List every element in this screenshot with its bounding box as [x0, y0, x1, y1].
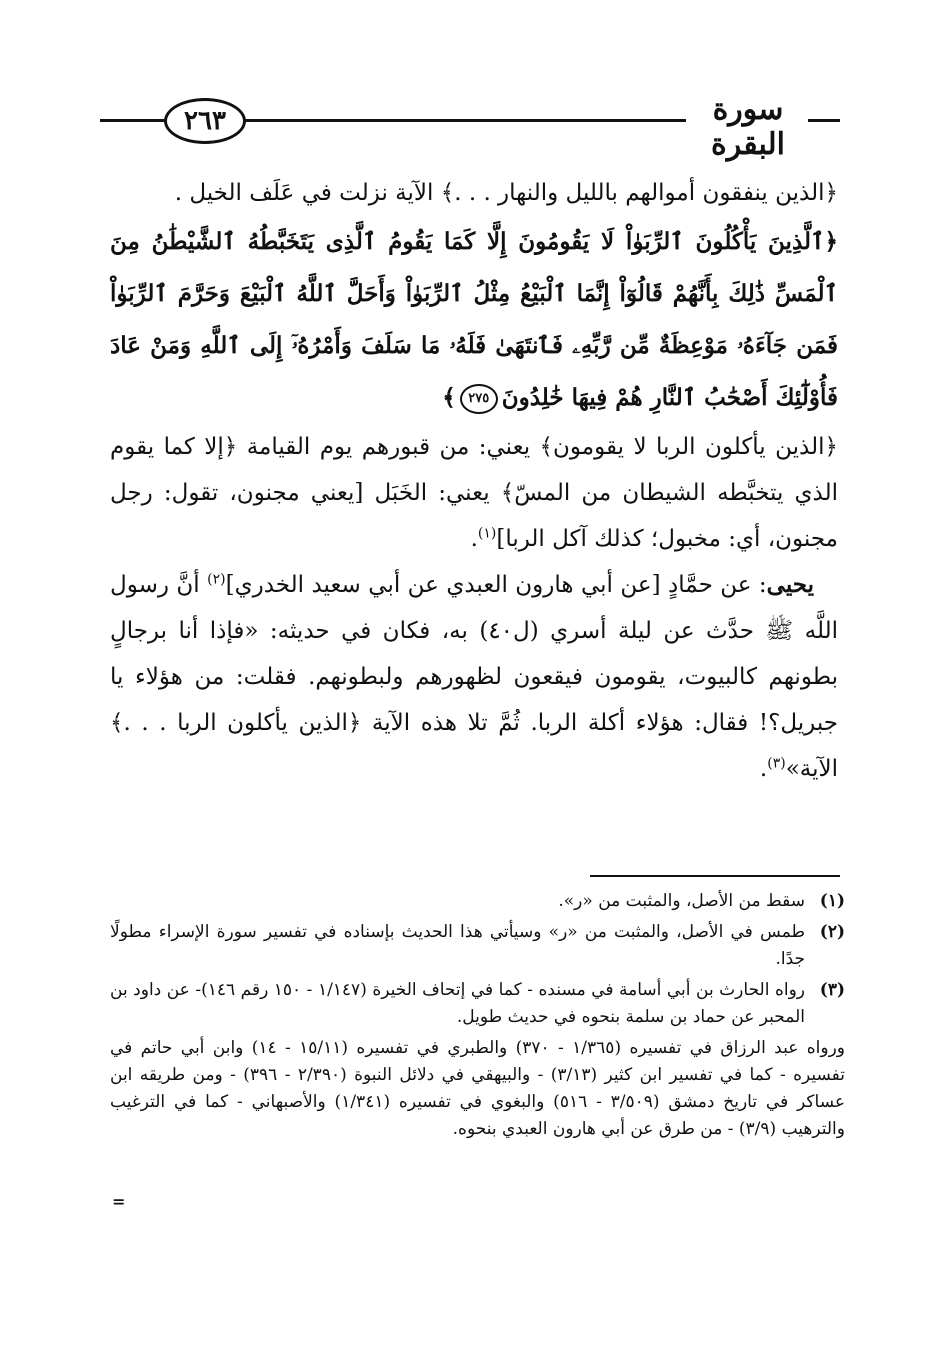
body-text	[110, 170, 838, 792]
footnote-1	[110, 888, 845, 915]
footnote-text: طمس في الأصل، والمثبت من «ر» وسيأتي هذا الحديث بإسناده في تفسير سورة الإسراء مطولًا جدًا.	[110, 922, 805, 969]
paragraph-3-end: .	[759, 756, 768, 782]
speaker-name: يحيى	[766, 571, 815, 598]
page-header	[100, 92, 840, 162]
paragraph-2	[110, 424, 838, 562]
header-rule-left	[100, 119, 170, 122]
footnote-text: سقط من الأصل، والمثبت من «ر».	[558, 891, 805, 911]
paragraph-3-part-a: : عن حمَّادٍ [عن أبي هارون العبدي عن أبي سعيد الخدري]	[225, 572, 767, 598]
footnote-ref-2[interactable]: (٢)	[207, 571, 226, 588]
footnote-text: رواه الحارث بن أبي أسامة في مسنده - كما في إتحاف الخيرة (١/١٤٧ - ١٥٠ رقم ١٤٦)- عن داود بن المحبر عن حماد بن سلمة بنحوه في حديث طويل.	[110, 980, 805, 1027]
footnote-3	[110, 977, 845, 1031]
paragraph-3-part-b: أنَّ رسول اللَّه ﷺ حدَّث عن ليلة أسري (ل٤٠) به، فكان في حديثه: «فإذا أنا برجالٍ بطونهم كالبيوت، يقومون فيقعون لظهورهم ولبطونهم. فقلت: من هؤلاء يا جبريل؟! فقال: هؤلاء أكلة الربا. ثُمَّ تلا هذه الآية ﴿الذين يأكلون الربا . . .﴾ الآية»	[110, 572, 839, 782]
footnote-2	[110, 919, 845, 973]
footnote-number: (٢)	[819, 922, 845, 942]
surah-title: سورة البقرة	[688, 92, 808, 162]
paragraph-2-end: .	[470, 526, 478, 552]
continuation-mark: =	[112, 1192, 126, 1211]
footnote-3-continuation: ورواه عبد الرزاق في تفسيره (١/٣٦٥ - ٣٧٠) والطبري في تفسيره (١٥/١١ - ١٤) وابن أبي حاتم في تفسيره - كما في تفسير ابن كثير (٣/١٣) - والبيهقي في دلائل النبوة (٢/٣٩٠ - ٣٩٦) - ومن طريقه ابن عساكر في تاريخ دمشق (٣/٥٠٩ - ٥١٦) والبغوي في تفسيره (١/٣٤١) والأصبهاني - كما في الترغيب والترهيب (٣/٩) - من طرق عن أبي هارون العبدي بنحوه.	[110, 1038, 846, 1139]
footnote-ref-1[interactable]: (١)	[477, 525, 497, 542]
header-rule-middle	[238, 119, 686, 122]
footnotes	[110, 888, 845, 1143]
paragraph-3	[110, 562, 838, 792]
ayah-number-marker: ٢٧٥	[460, 384, 498, 414]
header-rule-right	[808, 119, 840, 122]
footnote-number: (٣)	[819, 980, 845, 1000]
footnote-number: (١)	[819, 891, 845, 911]
quran-verse: ﴿ٱلَّذِينَ يَأْكُلُونَ ٱلرِّبَوٰاْ لَا يَقُومُونَ إِلَّا كَمَا يَقُومُ ٱلَّذِى يَتَخَبَّطُهُ ٱلشَّيْطَٰنُ مِنَ ٱلْمَسِّ ذَٰلِكَ بِأَنَّهُمْ قَالُوٓاْ إِنَّمَا ٱلْبَيْعُ مِثْلُ ٱلرِّبَوٰاْ وَأَحَلَّ ٱللَّهُ ٱلْبَيْعَ وَحَرَّمَ ٱلرِّبَوٰاْ فَمَن جَآءَهُۥ مَوْعِظَةٌ مِّن رَّبِّهِۦ فَٱنتَهَىٰ فَلَهُۥ مَا سَلَفَ وَأَمْرُهُۥٓ إِلَى ٱللَّهِ وَمَنْ عَادَ فَأُوْلَٰٓئِكَ أَصْحَٰبُ ٱلنَّارِ هُمْ فِيهَا خَٰلِدُونَ٢٧٥﴾	[110, 216, 838, 424]
footnote-ref-3[interactable]: (٣)	[767, 755, 786, 772]
page-number: ٢٦٣	[164, 98, 246, 144]
paragraph-2-text: ﴿الذين يأكلون الربا لا يقومون﴾ يعني: من قبورهم يوم القيامة ﴿إلا كما يقوم الذي يتخبَّطه الشيطان من المسّ﴾ يعني: الخَبَل [يعني مجنون، تقول: رجل مجنون، أي: مخبول؛ كذلك آكل الربا]	[110, 434, 838, 552]
footnote-divider	[590, 875, 840, 877]
paragraph-1: ﴿الذين ينفقون أموالهم بالليل والنهار . . .﴾ الآية نزلت في عَلَف الخيل .	[174, 180, 838, 206]
quran-verse-text: ﴿ٱلَّذِينَ يَأْكُلُونَ ٱلرِّبَوٰاْ لَا يَقُومُونَ إِلَّا كَمَا يَقُومُ ٱلَّذِى يَتَخَبَّطُهُ ٱلشَّيْطَٰنُ مِنَ ٱلْمَسِّ ذَٰلِكَ بِأَنَّهُمْ قَالُوٓاْ إِنَّمَا ٱلْبَيْعُ مِثْلُ ٱلرِّبَوٰاْ وَأَحَلَّ ٱللَّهُ ٱلْبَيْعَ وَحَرَّمَ ٱلرِّبَوٰاْ فَمَن جَآءَهُۥ مَوْعِظَةٌ مِّن رَّبِّهِۦ فَٱنتَهَىٰ فَلَهُۥ مَا سَلَفَ وَأَمْرُهُۥٓ إِلَى ٱللَّهِ وَمَنْ عَادَ فَأُوْلَٰٓئِكَ أَصْحَٰبُ ٱلنَّارِ هُمْ فِيهَا خَٰلِدُونَ	[110, 228, 838, 411]
